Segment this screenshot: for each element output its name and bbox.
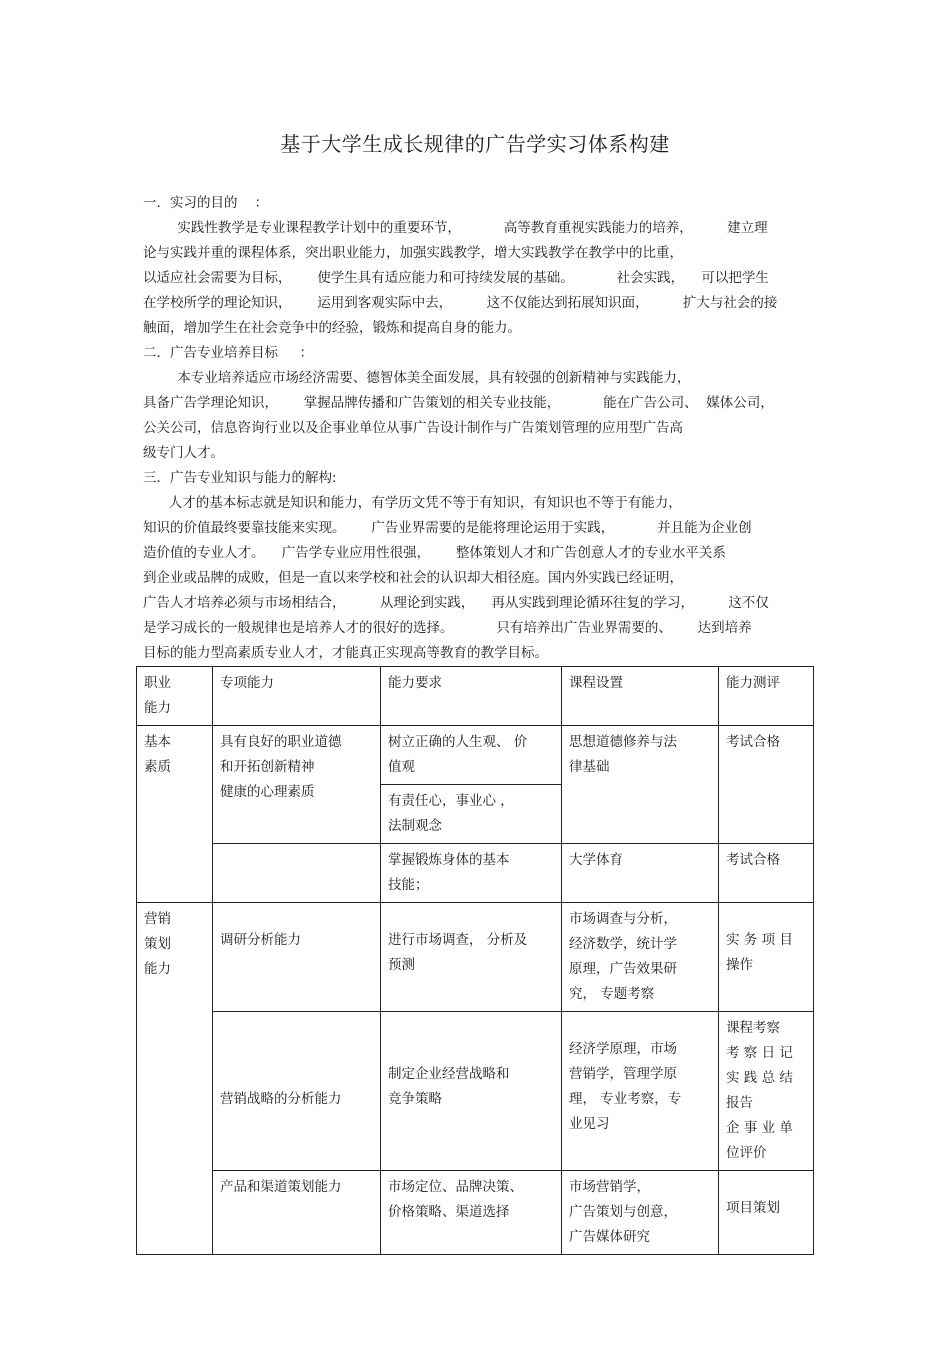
course-cell: 经济学原理，市场 营销学，管理学原 理， 专业考察，专 业见习 <box>562 1012 719 1171</box>
body-line: 公关公司，信息咨询行业以及企事业单位从事广告设计制作与广告策划管理的应用型广告高 <box>143 420 683 436</box>
evaluation-cell: 项目策划 <box>719 1171 814 1255</box>
section-heading-3: 三．广告专业知识与能力的解构: <box>143 470 337 486</box>
body-line: 本专业培养适应市场经济需要、德智体美全面发展，具有较强的创新精神与实践能力， <box>143 370 691 386</box>
category-cell: 营销 策划 能力 <box>137 903 213 1255</box>
evaluation-cell: 课程考察 考 察 日 记 实 践 总 结 报告 企 事 业 单 位评价 <box>719 1012 814 1171</box>
evaluation-cell: 考试合格 <box>719 726 814 844</box>
requirement-cell: 有责任心，事业心 ， 法制观念 <box>381 785 562 844</box>
course-cell: 思想道德修养与法 律基础 <box>562 726 719 844</box>
body-line: 在学校所学的理论知识， 运用到客观实际中去， 这不仅能达到拓展知识面， 扩大与社会的接 <box>143 295 778 311</box>
section-heading-2: 二．广告专业培养目标 ： <box>143 345 313 361</box>
body-line: 目标的能力型高素质专业人才，才能真正实现高等教育的教学目标。 <box>143 645 548 661</box>
special-ability-cell: 调研分析能力 <box>213 903 381 1012</box>
special-ability-cell <box>213 844 381 903</box>
table-row <box>137 844 814 903</box>
body-line: 广告人才培养必须与市场相结合， 从理论到实践， 再从实践到理论循环往复的学习， 这不仅 <box>143 595 769 611</box>
document-title: 基于大学生成长规律的广告学实习体系构建 <box>280 132 670 156</box>
ability-table <box>136 666 814 1255</box>
table-header-row <box>137 667 814 726</box>
body-line: 具备广告学理论知识， 掌握品牌传播和广告策划的相关专业技能， 能在广告公司、 媒体公司， <box>143 395 774 411</box>
body-line: 是学习成长的一般规律也是培养人才的很好的选择。 只有培养出广告业界需要的、 达到培养 <box>143 620 752 636</box>
header-cell: 专项能力 <box>213 667 381 726</box>
body-line: 造价值的专业人才。 广告学专业应用性很强， 整体策划人才和广告创意人才的专业水平关系 <box>143 545 726 561</box>
evaluation-cell: 实 务 项 目 操作 <box>719 903 814 1012</box>
header-cell: 能力要求 <box>381 667 562 726</box>
special-ability-cell: 营销战略的分析能力 <box>213 1012 381 1171</box>
course-cell: 市场营销学， 广告策划与创意， 广告媒体研究 <box>562 1171 719 1255</box>
body-line: 实践性教学是专业课程教学计划中的重要环节， 高等教育重视实践能力的培养， 建立理 <box>143 220 768 236</box>
table-row <box>137 726 814 785</box>
header-cell: 课程设置 <box>562 667 719 726</box>
course-cell: 市场调查与分析， 经济数学，统计学 原理，广告效果研 究， 专题考察 <box>562 903 719 1012</box>
body-line: 级专门人才。 <box>143 445 224 461</box>
requirement-cell: 树立正确的人生观、 价 值观 <box>381 726 562 785</box>
header-cell: 能力测评 <box>719 667 814 726</box>
special-ability-cell: 具有良好的职业道德 和开拓创新精神 健康的心理素质 <box>213 726 381 844</box>
evaluation-cell: 考试合格 <box>719 844 814 903</box>
body-line: 触面，增加学生在社会竞争中的经验，锻炼和提高自身的能力。 <box>143 320 521 336</box>
requirement-cell: 掌握锻炼身体的基本 技能； <box>381 844 562 903</box>
special-ability-cell: 产品和渠道策划能力 <box>213 1171 381 1255</box>
body-line: 到企业或品牌的成败，但是一直以来学校和社会的认识却大相径庭。国内外实践已经证明， <box>143 570 683 586</box>
category-cell: 基本 素质 <box>137 726 213 903</box>
body-line: 论与实践并重的课程体系，突出职业能力，加强实践教学，增大实践教学在教学中的比重， <box>143 245 683 261</box>
requirement-cell: 进行市场调查， 分析及 预测 <box>381 903 562 1012</box>
course-cell: 大学体育 <box>562 844 719 903</box>
body-line: 以适应社会需要为目标， 使学生具有适应能力和可持续发展的基础。 社会实践， 可以把学生 <box>143 270 769 286</box>
table-row <box>137 1012 814 1171</box>
table-row <box>137 903 814 1012</box>
requirement-cell: 市场定位、品牌决策、 价格策略、渠道选择 <box>381 1171 562 1255</box>
table-row <box>137 1171 814 1255</box>
header-cell: 职业 能力 <box>137 667 213 726</box>
requirement-cell: 制定企业经营战略和 竞争策略 <box>381 1012 562 1171</box>
body-line: 知识的价值最终要靠技能来实现。 广告业界需要的是能将理论运用于实践， 并且能为企业创 <box>143 520 752 536</box>
body-line: 人才的基本标志就是知识和能力，有学历文凭不等于有知识，有知识也不等于有能力， <box>143 495 682 511</box>
section-heading-1: 一．实习的目的 ： <box>143 195 269 211</box>
